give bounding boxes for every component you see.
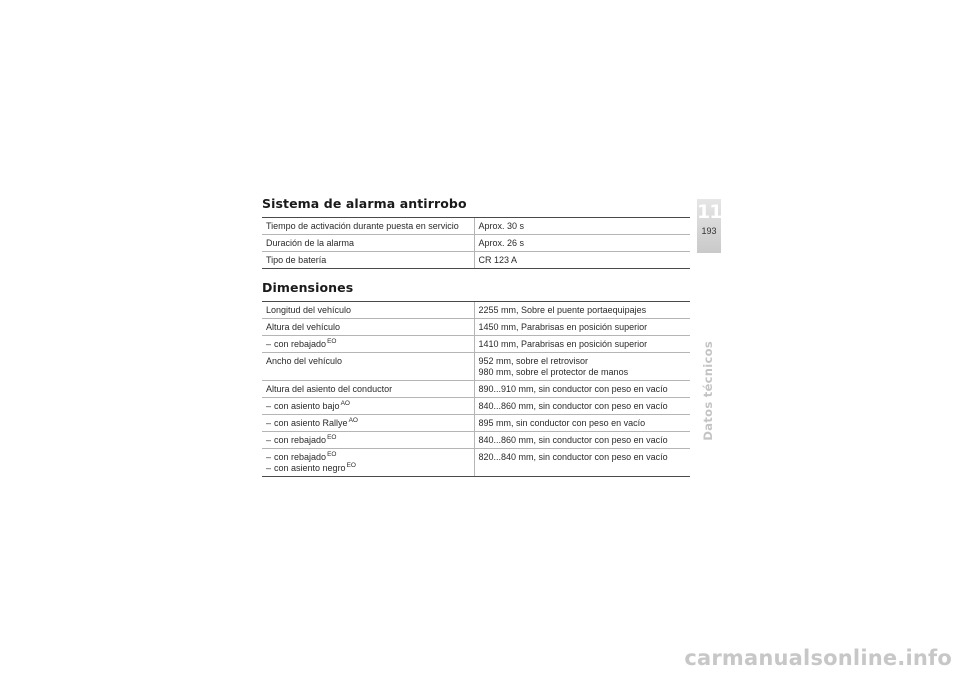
spec-row	[262, 353, 690, 381]
spec-label-line	[266, 384, 470, 395]
spec-row	[262, 398, 690, 415]
spec-value-cell	[474, 353, 690, 381]
spec-value: CR 123 A	[478, 255, 518, 265]
spec-label-cell	[262, 218, 474, 235]
option-superscript: AO	[348, 417, 358, 424]
spec-label-cell	[262, 336, 474, 353]
alarm-spec-body	[262, 218, 690, 269]
dimensions-spec-body	[262, 302, 690, 477]
spec-row	[262, 381, 690, 398]
spec-label-line	[266, 452, 470, 463]
spec-label: con asiento Rallye	[274, 418, 348, 428]
spec-label-cell	[262, 432, 474, 449]
spec-row	[262, 319, 690, 336]
spec-label-line	[266, 238, 470, 249]
chapter-number: 11	[697, 201, 722, 223]
dash-marker: –	[266, 435, 272, 445]
spec-row	[262, 336, 690, 353]
spec-label-line	[266, 305, 470, 316]
watermark: carmanualsonline.info	[684, 646, 952, 670]
spec-value-cell	[474, 218, 690, 235]
spec-label-cell	[262, 353, 474, 381]
spec-label-cell	[262, 381, 474, 398]
section-title-dimensions: Dimensiones	[262, 280, 354, 295]
spec-value-cell	[474, 336, 690, 353]
section-title-alarm: Sistema de alarma antirrobo	[262, 196, 467, 211]
spec-label: con asiento bajo	[274, 401, 340, 411]
spec-label: Tipo de batería	[266, 255, 327, 265]
spec-label-cell	[262, 252, 474, 269]
chapter-tab	[697, 199, 721, 253]
spec-label-line	[266, 356, 470, 367]
spec-label-line	[266, 221, 470, 232]
spec-row	[262, 302, 690, 319]
spec-row	[262, 415, 690, 432]
spec-value-cell	[474, 449, 690, 477]
spec-label: Duración de la alarma	[266, 238, 355, 248]
spec-label: Longitud del vehículo	[266, 305, 352, 315]
option-superscript: EO	[327, 451, 337, 458]
spec-value: 2255 mm, Sobre el puente portaequipajes	[478, 305, 647, 315]
spec-label: Ancho del vehículo	[266, 356, 343, 366]
main-content	[262, 196, 690, 477]
spec-label: Altura del vehículo	[266, 322, 341, 332]
spec-row	[262, 449, 690, 477]
dash-marker: –	[266, 418, 272, 428]
spec-value: 820...840 mm, sin conductor con peso en vacío	[478, 452, 668, 462]
spec-value-cell	[474, 415, 690, 432]
spec-label-line	[266, 463, 470, 474]
spec-value-cell	[474, 302, 690, 319]
spec-value: 890...910 mm, sin conductor con peso en vacío	[478, 384, 668, 394]
spec-value-cell	[474, 432, 690, 449]
alarm-spec-table	[262, 217, 690, 269]
spec-label-cell	[262, 398, 474, 415]
spec-label-line	[266, 339, 470, 350]
option-superscript: EO	[327, 434, 337, 441]
spec-label-cell	[262, 302, 474, 319]
dash-marker: –	[266, 452, 272, 462]
spec-label: con rebajado	[274, 435, 327, 445]
spec-value: 840...860 mm, sin conductor con peso en vacío	[478, 401, 668, 411]
spec-label: Tiempo de activación durante puesta en servicio	[266, 221, 459, 231]
option-superscript: AO	[340, 400, 350, 407]
spec-label-line	[266, 418, 470, 429]
spec-value: 952 mm, sobre el retrovisor	[478, 356, 589, 366]
dash-marker: –	[266, 401, 272, 411]
spec-value: Aprox. 30 s	[478, 221, 525, 231]
spec-label-line	[266, 401, 470, 412]
spec-value: 1450 mm, Parabrisas en posición superior	[478, 322, 648, 332]
spec-label-cell	[262, 235, 474, 252]
spec-value: 1410 mm, Parabrisas en posición superior	[478, 339, 648, 349]
dash-marker: –	[266, 339, 272, 349]
spec-row	[262, 432, 690, 449]
spec-row	[262, 218, 690, 235]
spec-row	[262, 235, 690, 252]
spec-value: 840...860 mm, sin conductor con peso en vacío	[478, 435, 668, 445]
spec-label-cell	[262, 449, 474, 477]
spec-value: 980 mm, sobre el protector de manos	[478, 367, 629, 377]
spec-value-cell	[474, 381, 690, 398]
spec-value-cell	[474, 398, 690, 415]
dash-marker: –	[266, 463, 272, 473]
spec-value-cell	[474, 252, 690, 269]
spec-label: Altura del asiento del conductor	[266, 384, 393, 394]
option-superscript: EO	[346, 462, 356, 469]
spec-row	[262, 252, 690, 269]
spec-label-line	[266, 255, 470, 266]
spec-label: con asiento negro	[274, 463, 346, 473]
spec-value: 895 mm, sin conductor con peso en vacío	[478, 418, 646, 428]
spec-label-cell	[262, 319, 474, 336]
spec-value-cell	[474, 235, 690, 252]
dimensions-spec-table	[262, 301, 690, 477]
spec-label: con rebajado	[274, 339, 327, 349]
spec-value: Aprox. 26 s	[478, 238, 525, 248]
spec-label: con rebajado	[274, 452, 327, 462]
spec-value-cell	[474, 319, 690, 336]
option-superscript: EO	[327, 338, 337, 345]
spec-label-cell	[262, 415, 474, 432]
chapter-title: Datos técnicos	[701, 341, 715, 441]
spec-label-line	[266, 322, 470, 333]
page-number: 193	[701, 226, 717, 236]
spec-label-line	[266, 435, 470, 446]
